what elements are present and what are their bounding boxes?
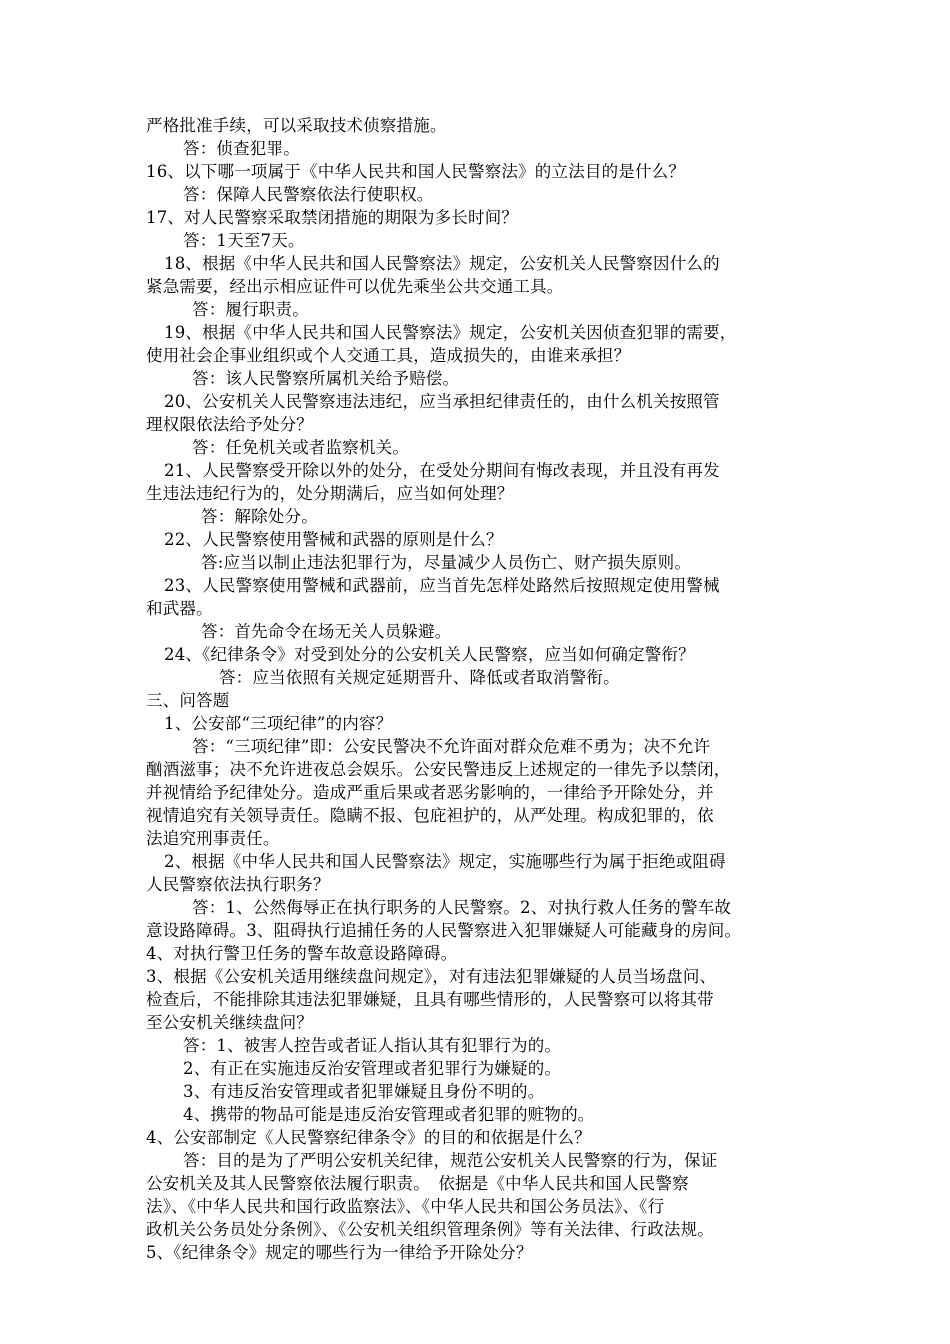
text-line: 酗酒滋事；决不允许进夜总会娱乐。公安民警违反上述规定的一律先予以禁闭， — [146, 760, 731, 779]
text-line: 并视情给予纪律处分。造成严重后果或者恶劣影响的，一律给予开除处分，并 — [146, 783, 714, 802]
answer-line: 答：1天至7天。 — [183, 231, 305, 250]
text-line: 法》、《中华人民共和国行政监察法》、《中华人民共和国公务员法》、《行 — [146, 1197, 665, 1216]
text-line: 4、对执行警卫任务的警车故意设路障碍。 — [146, 944, 458, 963]
question-line: 18、根据《中华人民共和国人民警察法》规定，公安机关人民警察因什么的 — [164, 254, 720, 273]
text-line: 公安机关及其人民警察依法履行职责。 依据是《中华人民共和国人民警察 — [146, 1174, 689, 1193]
answer-line: 3、有违反治安管理或者犯罪嫌疑且身份不明的。 — [183, 1082, 545, 1101]
answer-line: 答：解除处分。 — [201, 507, 318, 526]
answer-line: 答：任免机关或者监察机关。 — [192, 438, 410, 457]
text-line: 法追究刑事责任。 — [146, 829, 280, 848]
answer-line: 答：“三项纪律”即：公安民警决不允许面对群众危难不勇为；决不允许 — [192, 737, 711, 756]
answer-line: 答：该人民警察所属机关给予赔偿。 — [192, 369, 460, 388]
text-line: 和武器。 — [146, 599, 213, 618]
question-line: 24、《纪律条令》对受到处分的公安机关人民警察，应当如何确定警衔？ — [164, 645, 695, 664]
text-line: 至公安机关继续盘问？ — [146, 1013, 313, 1032]
text-line: 检查后，不能排除其违法犯罪嫌疑，且具有哪些情形的，人民警察可以将其带 — [146, 990, 714, 1009]
question-line: 4、公安部制定《人民警察纪律条令》的目的和依据是什么？ — [146, 1128, 591, 1147]
text-line: 严格批准手续，可以采取技术侦察措施。 — [146, 116, 447, 135]
answer-line: 2、有正在实施违反治安管理或者犯罪行为嫌疑的。 — [183, 1059, 562, 1078]
question-line: 16、以下哪一项属于《中华人民共和国人民警察法》的立法目的是什么？ — [146, 162, 686, 181]
question-line: 21、人民警察受开除以外的处分，在受处分期间有悔改表现，并且没有再发 — [164, 461, 720, 480]
text-line: 政机关公务员处分条例》、《公安机关组织管理条例》等有关法律、行政法规。 — [146, 1220, 714, 1239]
answer-line: 答：首先命令在场无关人员躲避。 — [201, 622, 452, 641]
text-line: 人民警察依法执行职务？ — [146, 875, 330, 894]
text-line: 使用社会企事业组织或个人交通工具，造成损失的，由谁来承担？ — [146, 346, 631, 365]
question-line: 1、公安部“三项纪律”的内容？ — [164, 714, 393, 733]
answer-line: 答：保障人民警察依法行使职权。 — [183, 185, 434, 204]
answer-line: 答：应当依照有关规定延期晋升、降低或者取消警衔。 — [219, 668, 620, 687]
text-line: 意设路障碍。3、阻碍执行追捕任务的人民警察进入犯罪嫌疑人可能藏身的房间。 — [146, 921, 742, 940]
question-line: 5、《纪律条令》规定的哪些行为一律给予开除处分？ — [146, 1243, 533, 1262]
question-line: 19、根据《中华人民共和国人民警察法》规定，公安机关因侦查犯罪的需要， — [164, 323, 737, 342]
question-line: 23、人民警察使用警械和武器前，应当首先怎样处路然后按照规定使用警械 — [164, 576, 720, 595]
answer-line: 答：履行职责。 — [192, 300, 309, 319]
text-line: 理权限依法给予处分？ — [146, 415, 313, 434]
question-line: 3、根据《公安机关适用继续盘问规定》，对有违法犯罪嫌疑的人员当场盘问、 — [146, 967, 717, 986]
text-line: 紧急需要，经出示相应证件可以优先乘坐公共交通工具。 — [146, 277, 564, 296]
answer-line: 答：1、公然侮辱正在执行职务的人民警察。2、对执行救人任务的警车故 — [192, 898, 732, 917]
question-line: 20、公安机关人民警察违法违纪，应当承担纪律责任的，由什么机关按照管 — [164, 392, 720, 411]
answer-line: 答：1、被害人控告或者证人指认其有犯罪行为的。 — [183, 1036, 562, 1055]
question-line: 2、根据《中华人民共和国人民警察法》规定，实施哪些行为属于拒绝或阻碍 — [164, 852, 726, 871]
answer-line: 答：侦查犯罪。 — [183, 139, 300, 158]
answer-line: 答:应当以制止违法犯罪行为，尽量减少人员伤亡、财产损失原则。 — [201, 553, 692, 572]
question-line: 22、人民警察使用警械和武器的原则是什么？ — [164, 530, 503, 549]
answer-line: 4、携带的物品可能是违反治安管理或者犯罪的赃物的。 — [183, 1105, 595, 1124]
section-heading: 三、问答题 — [146, 691, 230, 710]
answer-line: 答：目的是为了严明公安机关纪律，规范公安机关人民警察的行为，保证 — [183, 1151, 718, 1170]
question-line: 17、对人民警察采取禁闭措施的期限为多长时间？ — [146, 208, 519, 227]
text-line: 视情追究有关领导责任。隐瞒不报、包庇袒护的，从严处理。构成犯罪的，依 — [146, 806, 714, 825]
text-line: 生违法违纪行为的，处分期满后，应当如何处理？ — [146, 484, 514, 503]
